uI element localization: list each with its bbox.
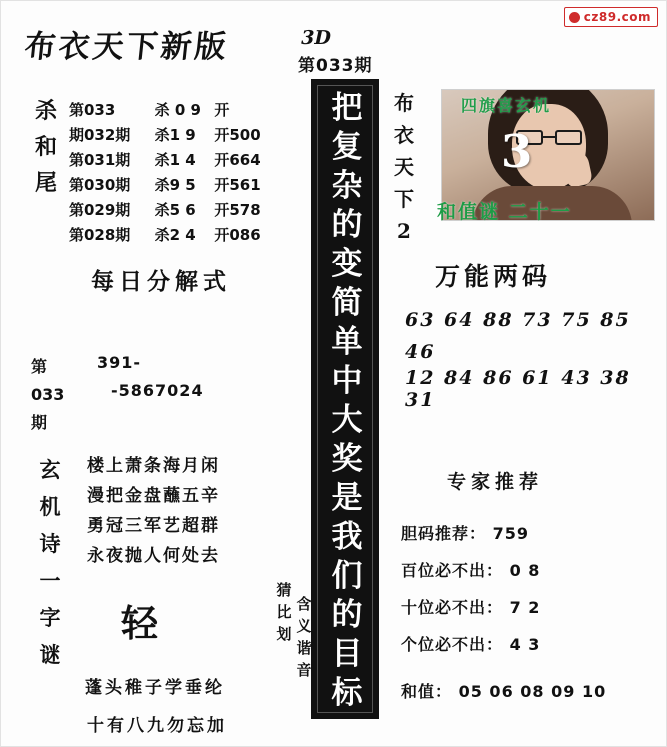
expert-row xyxy=(401,632,540,655)
expert-row-value: 05 06 08 09 10 xyxy=(458,682,607,701)
riddle-label: 玄 机 诗 一 字 谜 xyxy=(39,457,61,667)
watermark-badge xyxy=(564,7,658,27)
expert-row xyxy=(401,521,529,544)
banner-text: 把 复 杂 的 变 简 单 中 大 奖 是 我 们 的 目 标 xyxy=(331,90,363,711)
row-issue: 第033 xyxy=(69,101,116,119)
formula-label-line2: 期 xyxy=(31,413,48,432)
row-kill: 杀2 4 xyxy=(154,226,196,244)
row-issue: 第028期 xyxy=(69,226,131,244)
right-brand-vertical: 布 衣 天 下 2 xyxy=(394,91,414,243)
row-issue: 第029期 xyxy=(69,201,131,219)
two-code-numbers-2: 46 xyxy=(405,341,436,363)
row-open: 开 xyxy=(214,101,230,119)
photo-title: 四旗喜玄机 xyxy=(461,96,552,115)
table-row xyxy=(69,124,284,149)
table-row xyxy=(69,174,284,199)
riddle-hint-2: 含 义 谐 音 xyxy=(296,595,312,679)
row-issue: 期032期 xyxy=(69,126,131,144)
photo-number: 3 xyxy=(501,125,533,178)
row-kill: 杀 0 9 xyxy=(154,101,201,119)
riddle-answer: 轻 xyxy=(121,601,158,645)
table-row xyxy=(69,224,284,249)
riddle-lines xyxy=(87,451,220,571)
two-code-numbers-3: 12 84 86 61 43 38 31 xyxy=(405,367,631,411)
photo-subtitle: 和值谜 二十一 xyxy=(437,201,572,223)
row-kill: 杀9 5 xyxy=(154,176,196,194)
expert-row-value: 4 3 xyxy=(509,635,541,654)
expert-row-value: 759 xyxy=(492,524,529,543)
expert-row xyxy=(401,558,540,581)
formula-label xyxy=(31,353,71,437)
row-open: 开578 xyxy=(214,201,261,219)
expert-row xyxy=(401,595,540,618)
two-code-title: 万能两码 xyxy=(435,262,552,291)
riddle-line: 楼上萧条海月闲 xyxy=(87,456,220,476)
issue-number: 第033期 xyxy=(298,56,373,76)
riddle-line: 永夜抛人何处去 xyxy=(87,546,220,566)
row-kill: 杀1 4 xyxy=(154,151,196,169)
table-row xyxy=(69,149,284,174)
table-row xyxy=(69,99,284,124)
row-open: 开086 xyxy=(214,226,261,244)
row-issue: 第030期 xyxy=(69,176,131,194)
two-code-numbers-1: 63 64 88 73 75 85 xyxy=(405,309,631,331)
expert-row-label: 百位必不出： xyxy=(401,561,504,580)
formula-value-line2: -5867024 xyxy=(111,381,204,400)
bottom-line-2: 十有八九勿忘加 xyxy=(87,716,227,736)
expert-row-label: 个位必不出： xyxy=(401,635,504,654)
row-issue: 第031期 xyxy=(69,151,131,169)
watermark-dot-icon xyxy=(569,12,580,23)
riddle-line: 漫把金盘蘸五辛 xyxy=(87,486,220,506)
page-title: 布衣天下新版 xyxy=(22,29,231,65)
riddle-line: 勇冠三军艺超群 xyxy=(87,516,220,536)
expert-row-label: 和值： xyxy=(401,682,453,701)
expert-title: 专家推荐 xyxy=(447,471,544,493)
kill-history-table xyxy=(69,99,284,249)
table-row xyxy=(69,199,284,224)
row-kill: 杀1 9 xyxy=(154,126,196,144)
daily-formula-subtitle: 每日分解式 xyxy=(91,268,231,295)
expert-row-value: 0 8 xyxy=(509,561,541,580)
expert-row xyxy=(401,679,606,702)
riddle-hint-1: 猜 比 划 xyxy=(276,581,292,643)
row-open: 开664 xyxy=(214,151,261,169)
row-open: 开561 xyxy=(214,176,261,194)
expert-row-label: 胆码推荐： xyxy=(401,524,487,543)
formula-value-line1: 391- xyxy=(97,353,142,372)
format-tag: 3D xyxy=(298,27,334,49)
expert-row-value: 7 2 xyxy=(509,598,541,617)
formula-label-line1: 第033 xyxy=(31,357,65,404)
row-open: 开500 xyxy=(214,126,261,144)
row-kill: 杀5 6 xyxy=(154,201,196,219)
bottom-line-1: 蓬头稚子学垂纶 xyxy=(85,678,225,698)
expert-row-label: 十位必不出： xyxy=(401,598,504,617)
center-slogan-banner xyxy=(311,79,379,719)
kill-section-label: 杀和尾 xyxy=(34,98,57,196)
watermark-label: cz89.com xyxy=(583,10,651,24)
